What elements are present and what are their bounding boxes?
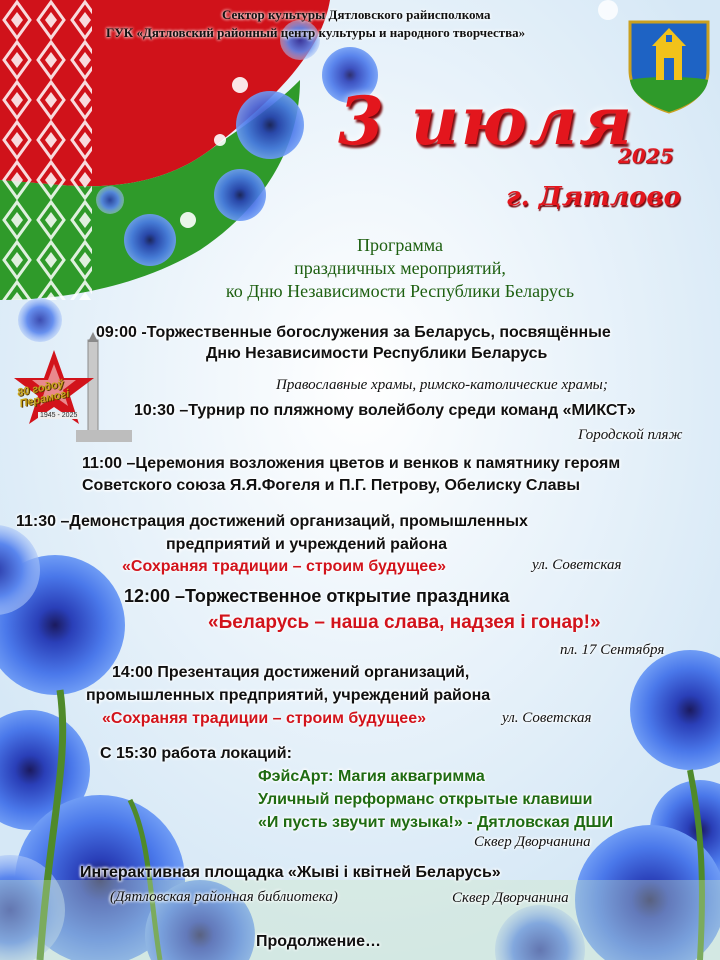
event-0900-location: Православные храмы, римско-католические храмы; xyxy=(276,377,608,393)
program-title-line1: Программа xyxy=(356,235,444,255)
event-1400-line2: промышленных предприятий, учреждений района xyxy=(86,687,491,704)
event-0900-line2: Дню Независимости Республики Беларусь xyxy=(206,345,548,362)
program-title-line2: праздничных мероприятий, xyxy=(294,258,506,278)
program-title xyxy=(180,234,620,303)
event-1030-line1: 10:30 –Турнир по пляжному волейболу среди команд «МИКСТ» xyxy=(134,402,636,419)
event-1530-item2: Уличный перформанс открытые клавиши xyxy=(258,791,593,808)
event-interactive-line1: Интерактивная площадка «Жыві і квітней Беларусь» xyxy=(80,864,501,881)
event-1530-item3: «И пусть звучит музыка!» - Дятловская ДШИ xyxy=(258,814,614,831)
continued-label: Продолжение… xyxy=(256,933,381,950)
event-1130-line2: предприятий и учреждений района xyxy=(166,536,448,553)
coat-of-arms xyxy=(626,18,712,114)
event-interactive-location: Сквер Дворчанина xyxy=(452,890,569,906)
event-date: 3 июля xyxy=(338,82,634,160)
event-1130-slogan: «Сохраняя традиции – строим будущее» xyxy=(122,558,446,575)
event-1130-line1: 11:30 –Демонстрация достижений организаций, промышленных xyxy=(16,513,528,530)
victory-80-emblem xyxy=(6,330,136,450)
emblem-years: 1945 - 2025 xyxy=(40,412,78,419)
event-1200-line1: 12:00 –Торжественное открытие праздника xyxy=(124,586,510,606)
header-organization: Сектор культуры Дятловского райисполкома xyxy=(222,7,491,22)
event-1130-location: ул. Советская xyxy=(532,557,622,573)
event-1530-item1: ФэйсАрт: Магия аквагримма xyxy=(258,768,485,785)
event-interactive-line2: (Дятловская районная библиотека) xyxy=(110,889,338,905)
event-city: г. Дятлово xyxy=(506,182,681,212)
event-0900-line1: 09:00 -Торжественные богослужения за Беларусь, посвящённые xyxy=(96,324,611,341)
event-1100-line1: 11:00 –Церемония возложения цветов и венков к памятнику героям xyxy=(82,455,621,472)
event-1400-slogan: «Сохраняя традиции – строим будущее» xyxy=(102,710,426,727)
event-1530-line1: С 15:30 работа локаций: xyxy=(100,745,292,762)
event-1400-line1: 14:00 Презентация достижений организаций, xyxy=(112,664,470,681)
header-institution: ГУК «Дятловский районный центр культуры и народного творчества» xyxy=(106,25,526,40)
event-1530-location: Сквер Дворчанина xyxy=(474,834,591,850)
event-1100-line2: Советского союза Я.Я.Фогеля и П.Г. Петрову, Обелиску Славы xyxy=(82,477,581,494)
event-1200-location: пл. 17 Сентября xyxy=(560,642,665,658)
event-1400-location: ул. Советская xyxy=(502,710,592,726)
program-title-line3: ко Дню Независимости Республики Беларусь xyxy=(225,281,575,301)
emblem-title: 80 годоў Перамогі xyxy=(16,377,71,410)
event-1030-location: Городской пляж xyxy=(578,427,683,443)
event-1200-slogan: «Беларусь – наша слава, надзея і гонар!» xyxy=(208,612,601,633)
event-year: 2025 xyxy=(618,144,674,168)
